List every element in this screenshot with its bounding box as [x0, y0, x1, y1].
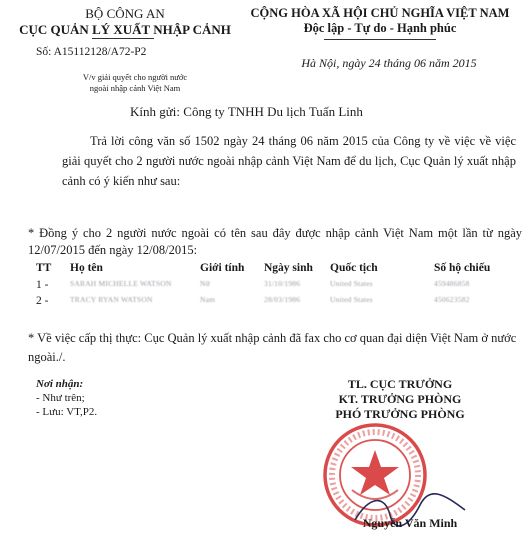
national-motto: Độc lập - Tự do - Hạnh phúc [303, 21, 457, 35]
row-passport: 450623582 [434, 295, 470, 304]
col-dob: Ngày sinh [264, 262, 313, 274]
col-name: Họ tên [70, 262, 103, 274]
subject-line-1: V/v giải quyết cho người nước [82, 72, 188, 82]
col-passport: Số hộ chiếu [434, 262, 491, 274]
subject-line-2: ngoài nhập cảnh Việt Nam [89, 83, 181, 93]
row-gender: Nữ [200, 279, 210, 288]
signature-block [290, 377, 510, 422]
country-name: CỘNG HÒA XÃ HỘI CHỦ NGHĨA VIỆT NAM [250, 6, 510, 20]
signature-line-3: PHÓ TRƯỞNG PHÒNG [335, 407, 465, 421]
row-name: TRACY RYAN WATSON [70, 295, 153, 304]
recipients-title: Nơi nhận: [36, 378, 84, 390]
body-paragraph-1: Trả lời công văn số 1502 ngày 24 tháng 06 năm 2015 của Công ty về việc về việc giải quyết cho 2 người nước ngoài nhập cảnh Việt Nam để du lịch, Cục Quản lý xuất nhập cảnh có ý kiến như sau: [62, 134, 516, 188]
row-index: 1 - [36, 279, 49, 291]
department-name: CỤC QUẢN LÝ XUẤT NHẬP CẢNH [19, 22, 231, 37]
addressee: Kính gửi: Công ty TNHH Du lịch Tuấn Linh [130, 104, 363, 119]
row-nationality: United States [330, 295, 373, 304]
col-gender: Giới tính [200, 262, 245, 274]
table-row [36, 293, 520, 309]
issuer-underline [92, 38, 154, 39]
row-name: SARAH MICHELLE WATSON [70, 279, 172, 288]
row-dob: 31/10/1986 [264, 279, 301, 288]
motto-underline [324, 39, 436, 40]
row-index: 2 - [36, 295, 49, 307]
signature-line-2: KT. TRƯỞNG PHÒNG [338, 392, 462, 406]
national-header [240, 6, 520, 36]
row-passport: 459486858 [434, 279, 470, 288]
recipients-block [36, 377, 97, 419]
issue-date: Hà Nội, ngày 24 tháng 06 năm 2015 [301, 56, 477, 70]
row-gender: Nam [200, 295, 216, 304]
row-nationality: United States [330, 279, 373, 288]
issuer-block [0, 6, 250, 38]
row-dob: 28/03/1986 [264, 295, 301, 304]
document-reference: Số: A15112128/A72-P2 [36, 46, 147, 58]
body-paragraph-3: * Về việc cấp thị thực: Cục Quản lý xuất nhập cảnh đã fax cho cơ quan đại diện Việt Nam ở nước ngoài./. [28, 331, 517, 364]
foreigners-table [36, 262, 520, 309]
signature-line-1: TL. CỤC TRƯỞNG [347, 377, 453, 391]
table-header-row [36, 262, 520, 277]
recipient-item: - Lưu: VT,P2. [36, 406, 98, 418]
recipient-item: - Như trên; [36, 392, 85, 404]
table-row [36, 277, 520, 293]
body-paragraph-2: * Đồng ý cho 2 người nước ngoài có tên sau đây được nhập cảnh Việt Nam một lần từ ngày 12/07/2015 đến ngày 12/08/2015: [28, 226, 522, 257]
signatory-name: Nguyễn Văn Minh [362, 516, 458, 530]
subject-summary [60, 72, 210, 94]
col-tt: TT [36, 262, 52, 274]
col-nationality: Quốc tịch [330, 262, 378, 274]
ministry-name: BỘ CÔNG AN [85, 6, 165, 21]
